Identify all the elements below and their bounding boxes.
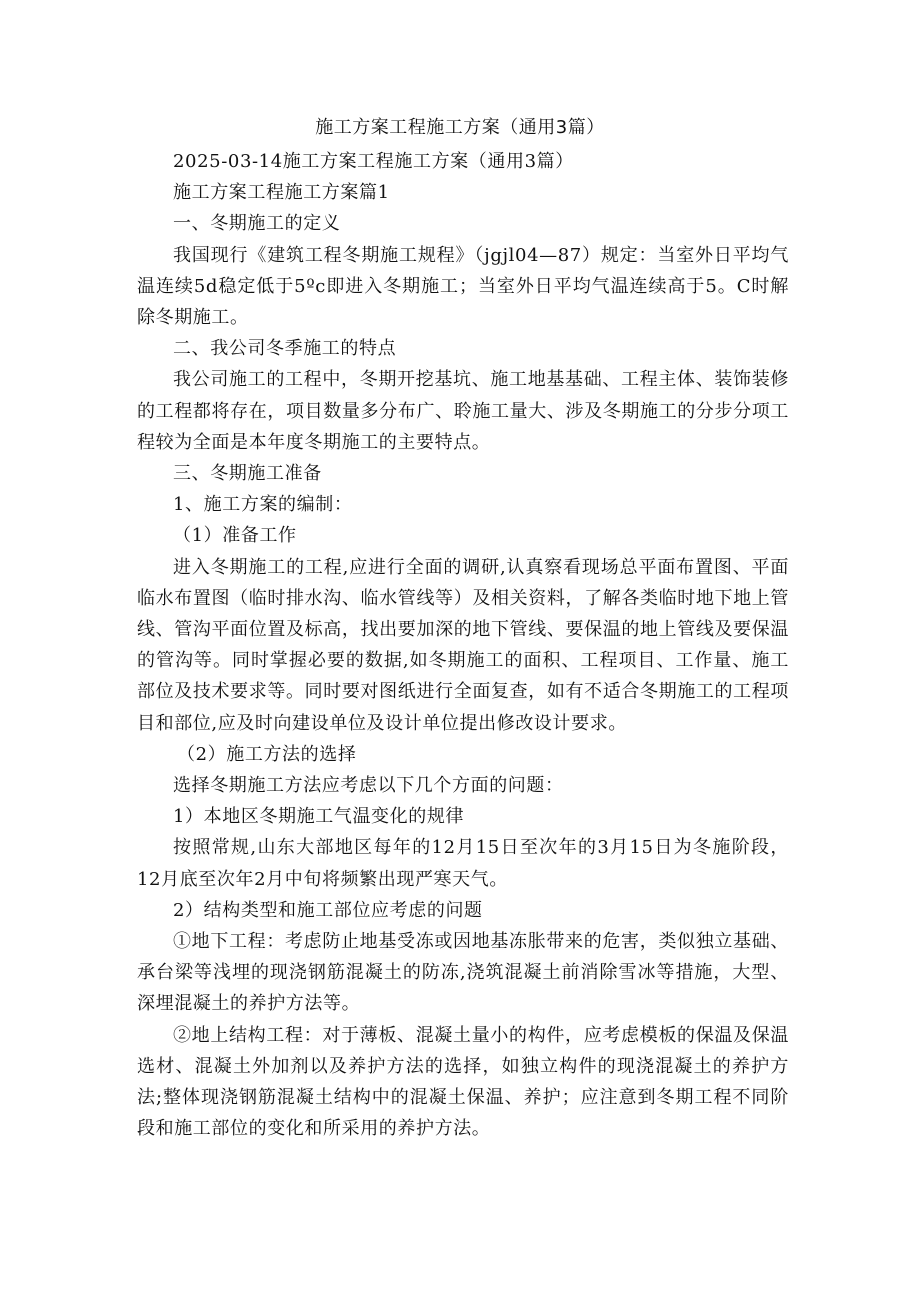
list-heading: 1）本地区冬期施工气温变化的规律 [173,806,465,828]
paragraph: 我国现行《建筑工程冬期施工规程》（jgjl04—87）规定：当室外日平均气温连续5d稳定低于5ºc即进入冬期施工；当室外日平均气温连续高于5。C时解除冬期施工。 [137,244,789,329]
document-body [137,146,789,1145]
subsection-heading: 一、冬期施工的定义 [173,213,341,235]
section-heading: 施工方案工程施工方案篇1 [173,182,390,204]
paragraph: 进入冬期施工的工程,应进行全面的调研,认真察看现场总平面布置图、平面临水布置图（临时排水沟、临水管线等）及相关资料，了解各类临时地下地上管线、管沟平面位置及标高，找出要加深的地下管线、要保温的地上管线及要保温的管沟等。同时掌握必要的数据,如冬期施工的面积、工程项目、工作量、施工部位及技术要求等。同时要对图纸进行全面复查，如有不适合冬期施工的工程项目和部位,应及时向建设单位及设计单位提出修改设计要求。 [137,556,789,734]
paragraph: 选择冬期施工方法应考虑以下几个方面的问题： [173,775,564,797]
list-heading: 2）结构类型和施工部位应考虑的问题 [173,899,483,921]
list-heading: 1、施工方案的编制： [173,494,353,516]
date-line: 2025-03-14施工方案工程施工方案（通用3篇） [173,151,574,172]
paragraph: 我公司施工的工程中，冬期开挖基坑、施工地基基础、工程主体、装饰装修的工程都将存在，项目数量多分布广、聆施工量大、涉及冬期施工的分步分项工程较为全面是本年度冬期施工的主要特点。 [137,369,789,453]
paragraph: 按照常规,山东大部地区每年的12月15日至次年的3月15日为冬施阶段，12月底至次年2月中旬将频繁出现严寒天气。 [137,837,789,890]
paragraph: ①地下工程：考虑防止地基受冻或因地基冻胀带来的危害，类似独立基础、承台梁等浅埋的现浇钢筋混凝土的防冻,浇筑混凝土前消除雪冰等措施，大型、深埋混凝土的养护方法等。 [137,931,789,1015]
paragraph: ②地上结构工程：对于薄板、混凝土量小的构件，应考虑模板的保温及保温选材、混凝土外加剂以及养护方法的选择，如独立构件的现浇混凝土的养护方法;整体现浇钢筋混凝土结构中的混凝土保温、养护；应注意到冬期工程不同阶段和施工部位的变化和所采用的养护方法。 [137,1024,789,1140]
list-heading: （1）准备工作 [173,525,297,547]
subsection-heading: 三、冬期施工准备 [173,463,322,485]
subsection-heading: 二、我公司冬季施工的特点 [173,338,397,360]
list-heading: （2）施工方法的选择 [177,743,357,765]
document-title: 施工方案工程施工方案（通用3篇） [315,117,605,138]
